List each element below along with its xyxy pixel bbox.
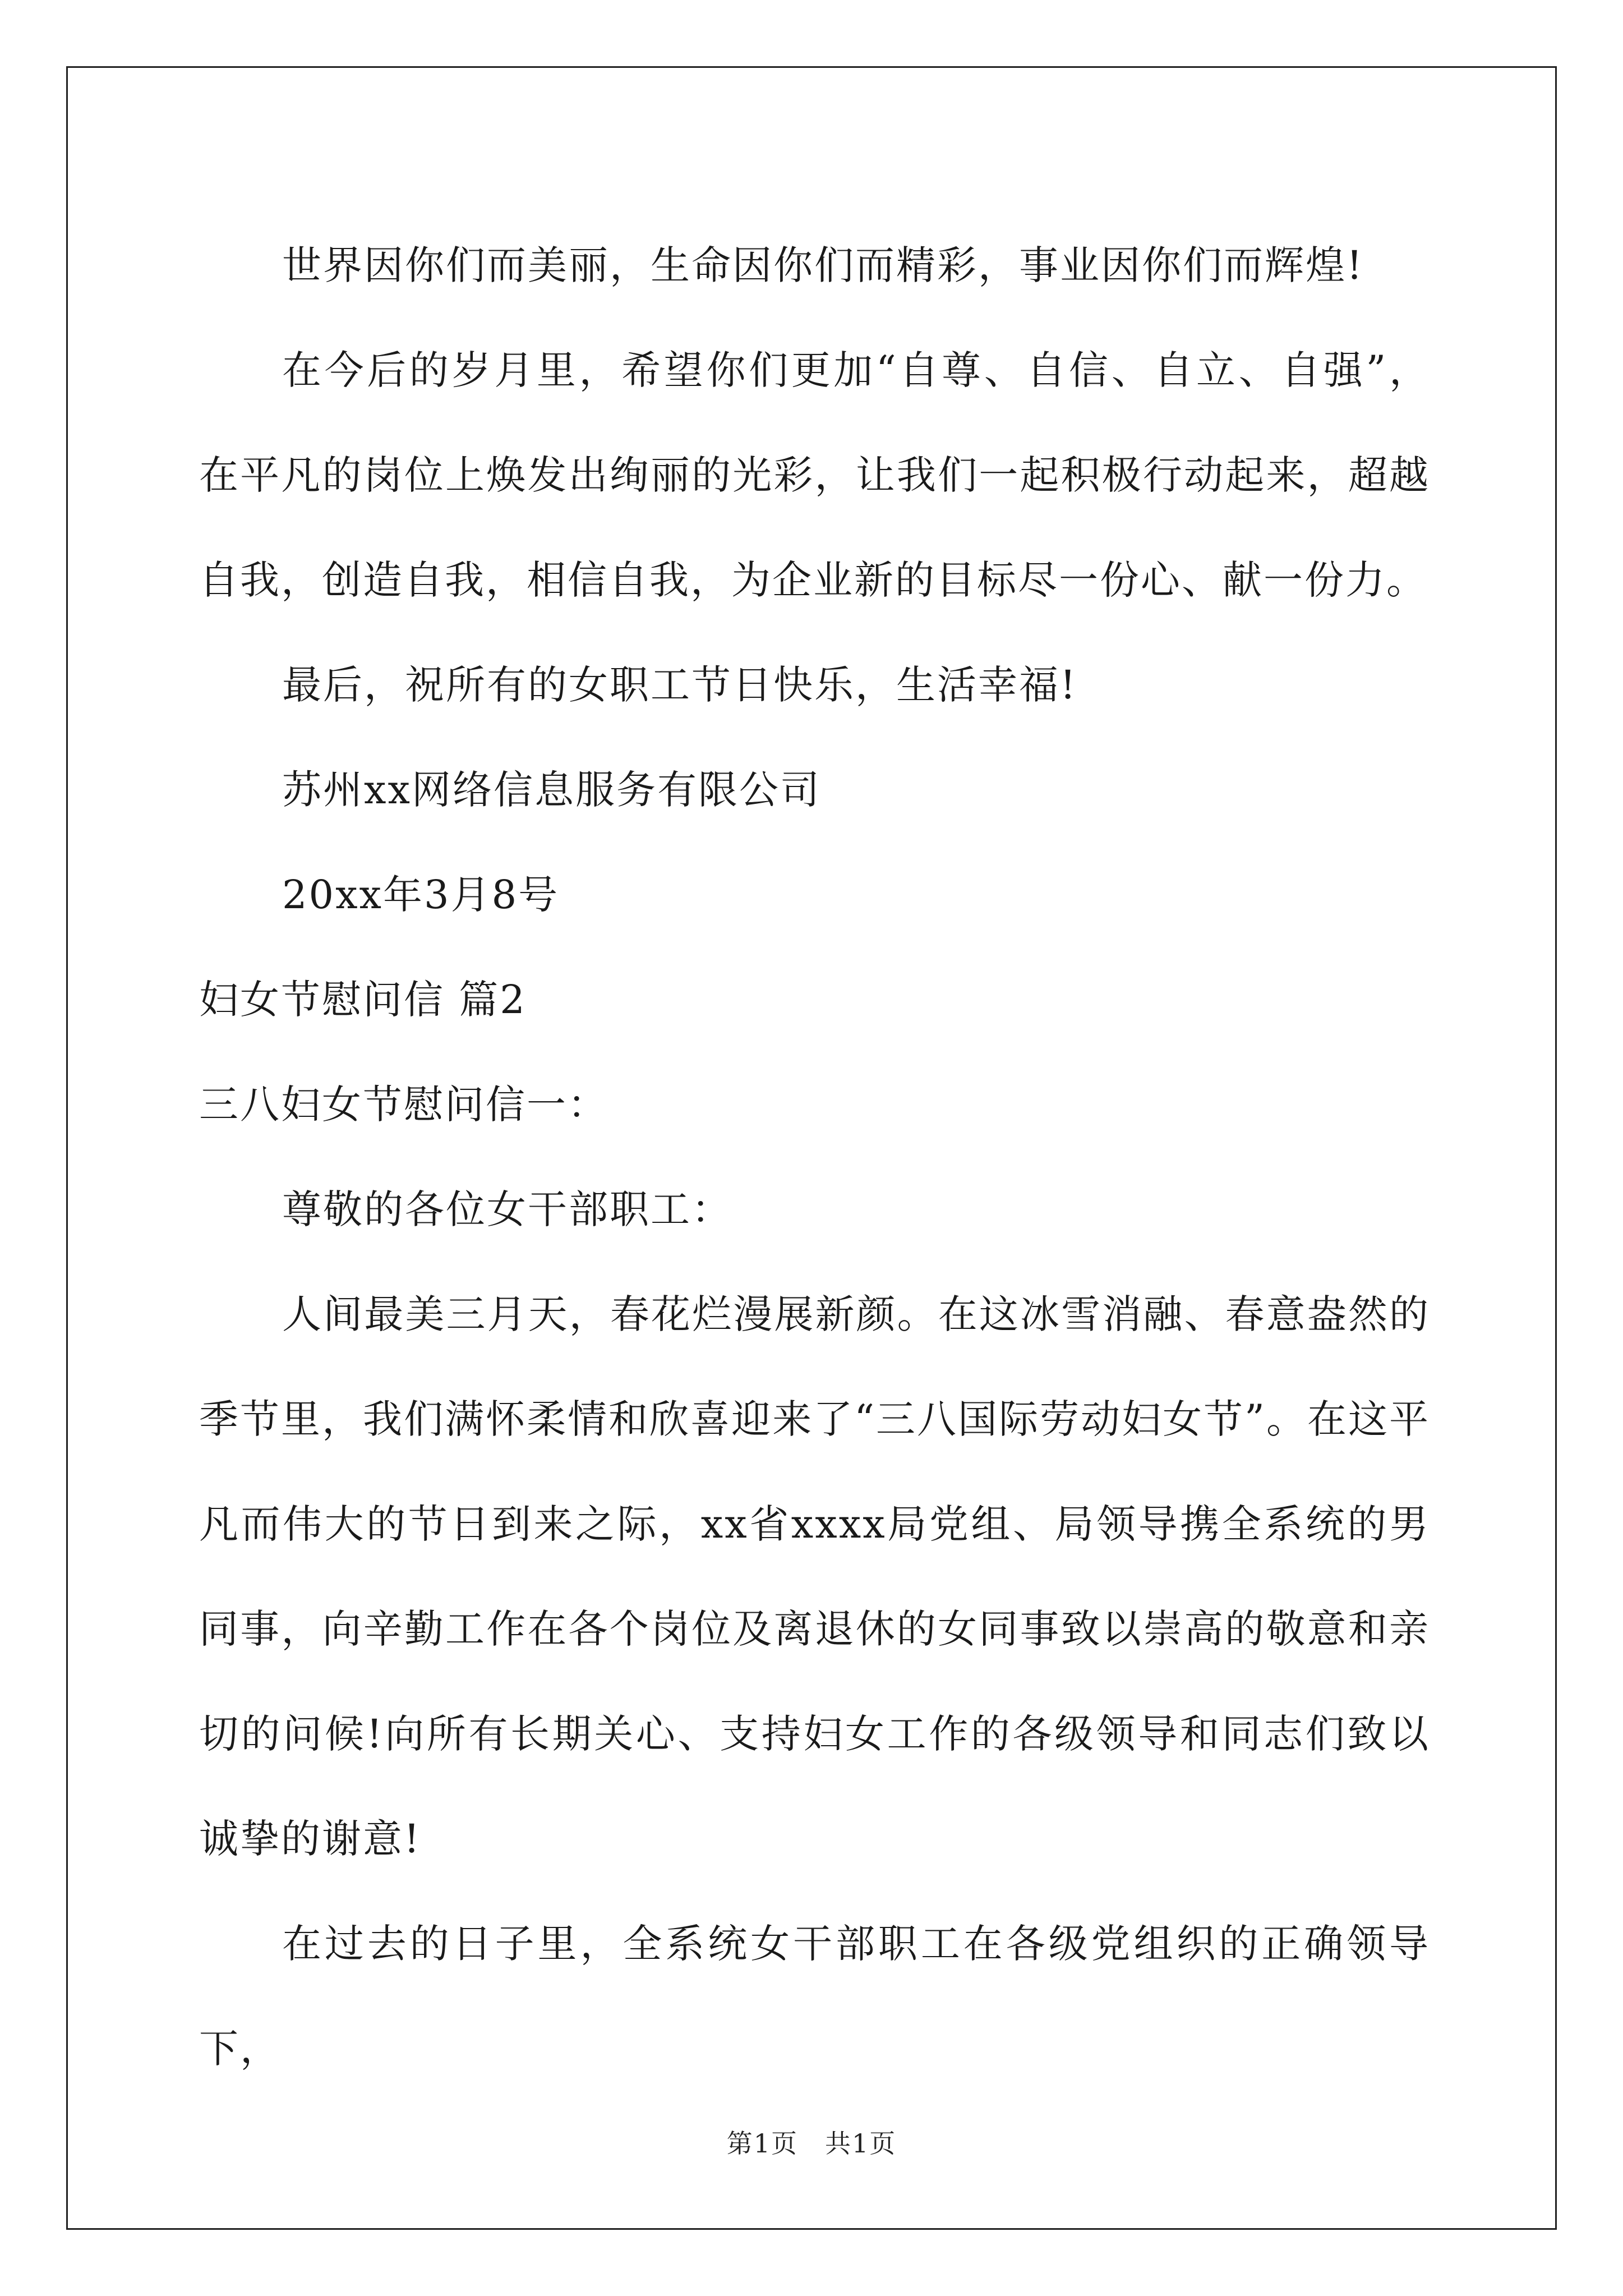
page-footer: 第1页 共1页 (726, 2128, 897, 2159)
paragraph-3: 最后，祝所有的女职工节日快乐，生活幸福! (282, 662, 1078, 708)
paragraph-body-1: 人间最美三月天，春花烂漫展新颜。在这冰雪消融、春意盎然的季节里，我们满怀柔情和欣喜迎来了“三八国际劳动妇女节”。在这平凡而伟大的节日到来之际，xx省xxxx局党组、局领导携全系统的男同事，向辛勤工作在各个岗位及离退休的女同事致以崇高的敬意和亲切的问候!向所有长期关心、支持妇女工作的各级领导和同志们致以诚挚的谢意! (199, 1291, 1430, 1862)
letter-title: 三八妇女节慰问信一： (199, 1082, 608, 1128)
section-heading: 妇女节慰问信 篇2 (199, 977, 527, 1023)
paragraph-1: 世界因你们而美丽，生命因你们而精彩，事业因你们而辉煌! (282, 242, 1364, 288)
paragraph-body-2: 在过去的日子里，全系统女干部职工在各级党组织的正确领导下， (199, 1921, 1430, 2072)
document-body (199, 213, 1430, 2101)
paragraph-2: 在今后的岁月里，希望你们更加“自尊、自信、自立、自强”，在平凡的岗位上焕发出绚丽的光彩，让我们一起积极行动起来，超越自我，创造自我，相信自我，为企业新的目标尽一份心、献一份力。 (199, 347, 1430, 603)
date-line: 20xx年3月8号 (282, 872, 560, 918)
salutation: 尊敬的各位女干部职工： (282, 1186, 732, 1232)
company-signature: 苏州xx网络信息服务有限公司 (282, 767, 821, 813)
